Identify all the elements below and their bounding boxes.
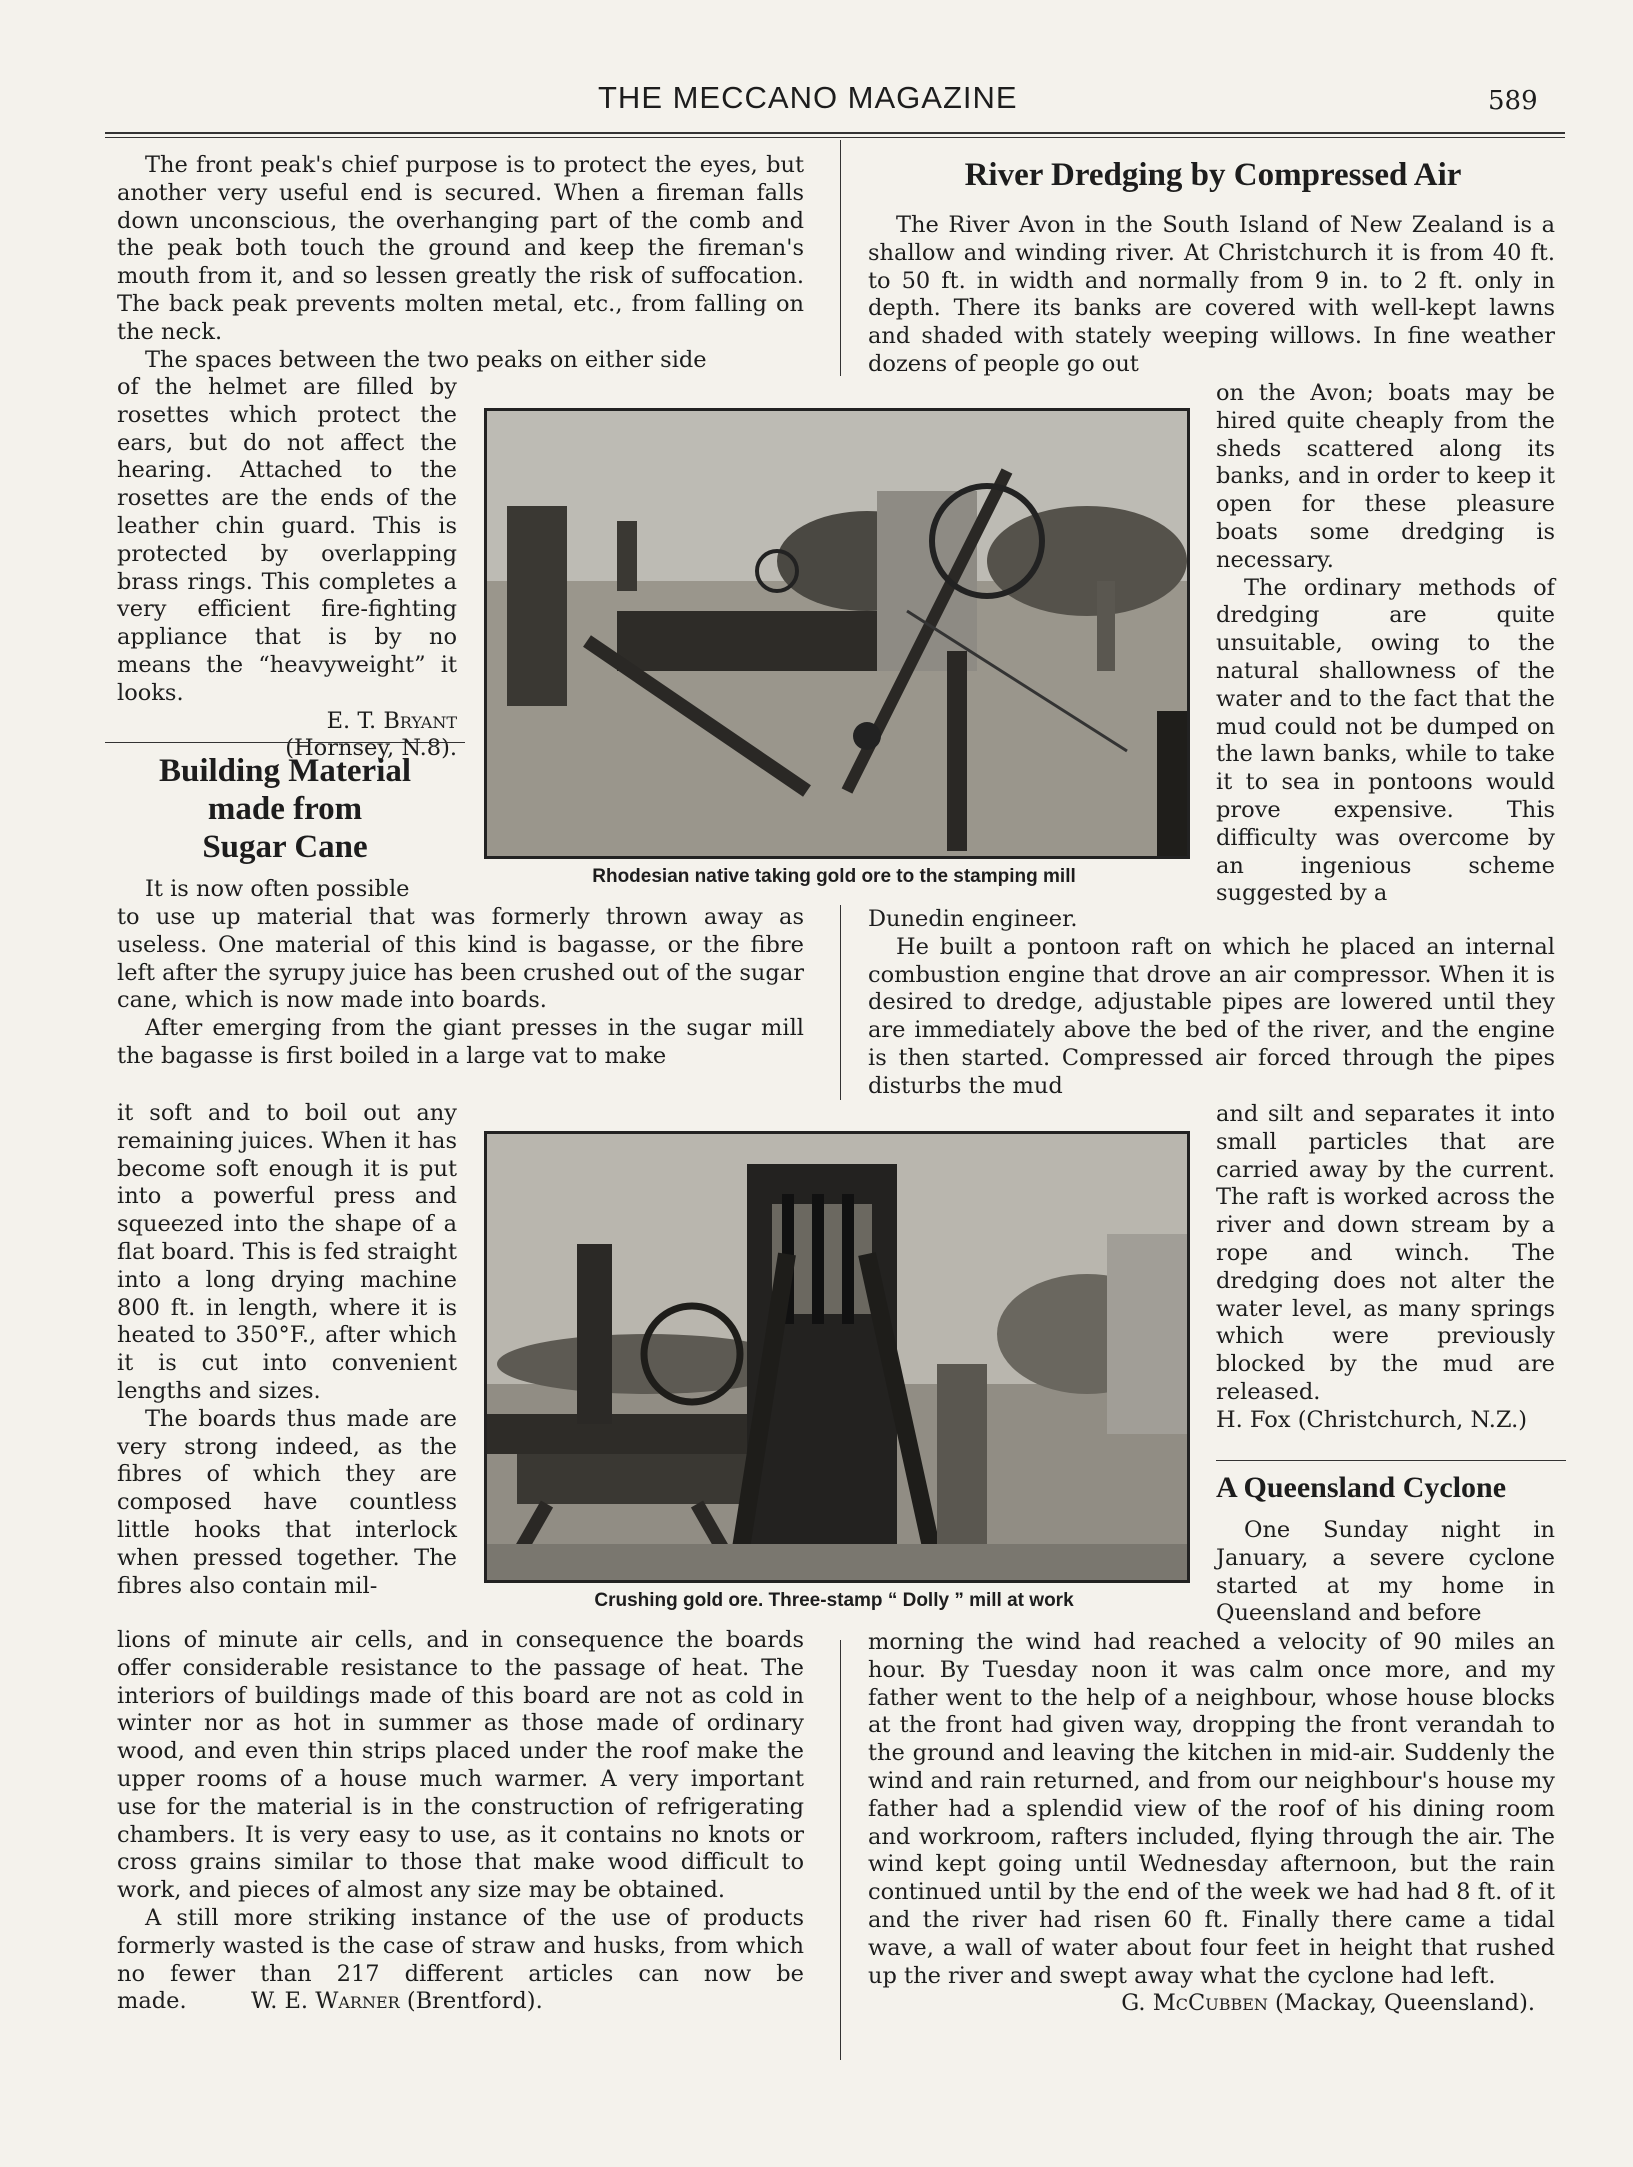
river-paragraph-2: The ordinary methods of dredging are quite unsuitable, owing to the natural shallowness of the water and to the fact that the mud could not be dumped on the lawn banks, while to take it to sea in pontoons would prove expensive. This difficulty was overcome by an ingenious scheme suggested by a	[1216, 574, 1555, 907]
column-divider	[840, 905, 841, 1100]
river-dredging-heading: River Dredging by Compressed Air	[964, 157, 1462, 193]
river-text-narrow-2	[1216, 1101, 1555, 1435]
helmet-text-top	[117, 152, 804, 374]
sugar-cane-text-bottom	[117, 1627, 804, 2016]
sugar-cane-paragraph-2-rest: it soft and to boil out any remaining juices. When it has become soft enough it is put into a powerful press and squeezed into the shape of a flat board. This is fed straight into a long drying machine 800 ft. in length, where it is heated to 350°F., after which it is cut into convenient lengths and sizes.	[117, 1100, 457, 1404]
river-author: H. Fox (Christchurch, N.Z.)	[1216, 1406, 1528, 1433]
sugar-cane-author-location: (Brentford).	[406, 1988, 543, 2015]
sugar-cane-start	[117, 876, 457, 904]
photo-caption-bottom: Crushing gold ore. Three-stamp “ Dolly ” mill at work	[594, 1590, 1074, 1611]
photo-illustration-2	[487, 1134, 1187, 1580]
cyclone-text-narrow	[1216, 1517, 1555, 1628]
river-paragraph-3: He built a pontoon raft on which he placed an internal combustion engine that drove an air compressor. When it is desired to dredge, adjustable pipes are lowered until they are immediately above the bed of the river, and the engine is then started. Compressed air forced through the pipes disturbs the mud	[868, 933, 1555, 1099]
sugar-cane-text-wide	[117, 904, 804, 1071]
helmet-location: (Hornsey, N.8).	[285, 735, 457, 762]
sugar-cane-paragraph-4-text: A still more striking instance of the use of products formerly wasted is the case of straw and husks, from which no fewer than 217 different articles can now be made.	[117, 1904, 804, 2015]
river-text-wide	[868, 906, 1555, 1101]
cyclone-heading: A Queensland Cyclone	[1216, 1471, 1507, 1504]
column-divider	[840, 1640, 841, 2060]
sugar-cane-heading-line-1: Building Material	[158, 753, 412, 789]
article-separator	[105, 742, 465, 743]
article-separator	[1216, 1460, 1566, 1461]
photo-caption-top: Rhodesian native taking gold ore to the stamping mill	[592, 866, 1076, 887]
sugar-cane-paragraph-1-start: It is now often possible	[145, 876, 410, 902]
column-divider	[840, 140, 841, 376]
river-text-top	[868, 212, 1555, 379]
cyclone-paragraph-1-rest: morning the wind had reached a velocity of 90 miles an hour. By Tuesday noon it was calm once more, and my father went to the help of a neighbour, whose house blocks at the front had given way, dropping the front verandah to the ground and leaving the kitchen in mid-air. Suddenly the wind and rain returned, and from our neighbour's house my father had a splendid view of the roof of his dining room and workroom, rafters included, flying through the air. The wind kept going until Wednesday afternoon, but the rain continued until by the end of the week we had had 8 ft. of it and the river had risen 60 ft. Finally there came a tidal wave, a wall of water about four feet in height that rushed up the river and swept away what the cyclone had left.	[868, 1629, 1555, 1989]
sugar-cane-paragraph-2: After emerging from the giant presses in the sugar mill the bagasse is first boiled in a large vat to make	[117, 1015, 804, 1069]
helmet-paragraph-2-start: The spaces between the two peaks on either side	[145, 346, 707, 373]
cyclone-author-name: G. McCubben	[1121, 1990, 1268, 2017]
helmet-paragraph-2-rest: of the helmet are filled by rosettes which protect the ears, but do not affect the hearing. Attached to the rosettes are the ends of the leather chin guard. This is protected by overlapping brass rings. This completes a very efficient fire-fighting appliance that is by no means the “heavyweight” it looks.	[117, 374, 457, 706]
river-paragraph-3-rest: and silt and separates it into small particles that are carried away by the current. The raft is worked across the river and down stream by a rope and winch. The dredging does not alter the water level, as many springs which were previously blocked by the mud are released.	[1216, 1101, 1555, 1405]
river-paragraph-1-rest: on the Avon; boats may be hired quite cheaply from the sheds scattered along its banks, and in order to keep it open for these pleasure boats some dredging is necessary.	[1216, 380, 1555, 573]
cyclone-paragraph-1-start: One Sunday night in January, a severe cyclone started at my home in Queensland and before	[1216, 1517, 1555, 1627]
river-text-narrow	[1216, 380, 1555, 908]
photo-illustration	[487, 411, 1187, 856]
photo-gold-ore-stamping-mill	[484, 408, 1190, 859]
sugar-cane-heading-line-3: Sugar Cane	[202, 829, 368, 865]
sugar-cane-paragraph-4	[117, 1905, 804, 2016]
sugar-cane-heading	[105, 752, 465, 866]
sugar-cane-paragraph-3-cont: lions of minute air cells, and in consequence the boards offer considerable resistance to the passage of heat. The interiors of buildings made of this board are not as cold in winter nor as hot in summer as those made of ordinary wood, and even thin strips placed under the roof make the upper rooms of a house much warmer. A very important use for the material is in the construction of refrigerating chambers. It is very easy to use, as it contains no knots or cross grains similar to those that make wood difficult to work, and pieces of almost any size may be obtained.	[117, 1627, 804, 1904]
helmet-text-narrow	[117, 374, 457, 763]
river-paragraph-1: The River Avon in the South Island of New Zealand is a shallow and winding river. At Christchurch it is from 40 ft. to 50 ft. in width and normally from 9 in. to 2 ft. only in depth. There its banks are covered with well-kept lawns and shaded with stately weeping willows. In fine weather dozens of people go out	[868, 212, 1555, 377]
cyclone-text-wide	[868, 1629, 1555, 2018]
photo-three-stamp-dolly-mill	[484, 1131, 1190, 1583]
helmet-author-name: E. T. Bryant	[326, 707, 457, 734]
sugar-cane-paragraph-1-rest: to use up material that was formerly thrown away as useless. One material of this kind is bagasse, or the fibre left after the syrupy juice has been crushed out of the sugar cane, which is now made into boards.	[117, 904, 804, 1014]
river-paragraph-2-end: Dunedin engineer.	[868, 906, 1078, 932]
cyclone-author-location: (Mackay, Queensland).	[1275, 1990, 1535, 2017]
header-rule-thin	[105, 137, 1565, 138]
sugar-cane-paragraph-3: The boards thus made are very strong indeed, as the fibres of which they are composed have countless little hooks that interlock when pressed together. The fibres also contain mil-	[117, 1405, 457, 1599]
sugar-cane-heading-line-2: made from	[207, 791, 363, 827]
magazine-title: THE MECCANO MAGAZINE	[598, 80, 1018, 115]
helmet-paragraph-1: The front peak's chief purpose is to protect the eyes, but another very useful end is secured. When a fireman falls down unconscious, the overhanging part of the comb and the peak both touch the ground and keep the fireman's mouth from it, and so lessen greatly the risk of suffocation. The back peak prevents molten metal, etc., from falling on the neck.	[117, 152, 804, 345]
page-number: 589	[1488, 86, 1538, 116]
cyclone-author	[868, 1990, 1555, 2018]
header-rule	[105, 132, 1565, 134]
helmet-author	[117, 708, 457, 736]
sugar-cane-text-narrow	[117, 1100, 457, 1600]
sugar-cane-author-name: W. E. Warner	[251, 1988, 400, 2015]
